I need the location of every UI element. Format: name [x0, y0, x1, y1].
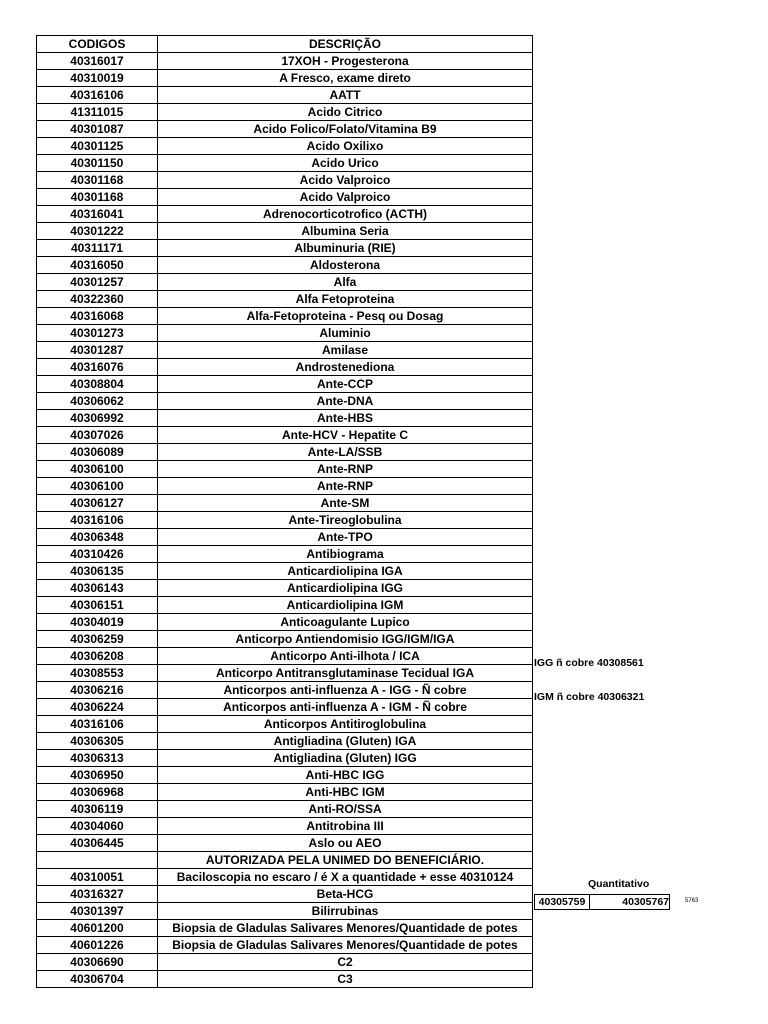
row-code: 40310051	[37, 869, 158, 886]
row-code: 40301273	[37, 325, 158, 342]
row-code: 40306305	[37, 733, 158, 750]
table-row	[37, 971, 533, 988]
table-row	[37, 410, 533, 427]
table-row	[37, 546, 533, 563]
row-description: Ante-HCV - Hepatite C	[158, 427, 533, 444]
table-row	[37, 767, 533, 784]
row-description: Ante-RNP	[158, 461, 533, 478]
table-row	[37, 121, 533, 138]
table-row	[37, 325, 533, 342]
table-row	[37, 563, 533, 580]
row-description: Acido Oxilixo	[158, 138, 533, 155]
row-code: 40306224	[37, 699, 158, 716]
table-row	[37, 648, 533, 665]
row-description: Anti-HBC IGM	[158, 784, 533, 801]
table-row	[37, 597, 533, 614]
row-description: Anticoagulante Lupico	[158, 614, 533, 631]
row-code: 40306151	[37, 597, 158, 614]
table-row	[37, 342, 533, 359]
table-header-row	[37, 36, 533, 53]
table-row	[37, 104, 533, 121]
row-description: Acido Folico/Folato/Vitamina B9	[158, 121, 533, 138]
row-code: 40306208	[37, 648, 158, 665]
row-description: Ante-LA/SSB	[158, 444, 533, 461]
row-code: 40306216	[37, 682, 158, 699]
row-code: 40311171	[37, 240, 158, 257]
table-row	[37, 478, 533, 495]
igg-note: IGG ñ cobre 40308561	[534, 657, 644, 669]
row-description: Ante-CCP	[158, 376, 533, 393]
row-description: Ante-DNA	[158, 393, 533, 410]
row-description: Acido Valproico	[158, 189, 533, 206]
row-description: Anticorpo Anti-ilhota / ICA	[158, 648, 533, 665]
row-code: 40316327	[37, 886, 158, 903]
row-description: Anti-HBC IGG	[158, 767, 533, 784]
row-code: 40306119	[37, 801, 158, 818]
row-code: 40306135	[37, 563, 158, 580]
row-code: 40304060	[37, 818, 158, 835]
row-description: Baciloscopia no escaro / é X a quantidade + esse 40310124	[158, 869, 533, 886]
row-description: Ante-RNP	[158, 478, 533, 495]
row-code: 40306259	[37, 631, 158, 648]
row-code: 40301397	[37, 903, 158, 920]
row-description: Antigliadina (Gluten) IGG	[158, 750, 533, 767]
table-row	[37, 937, 533, 954]
row-description: Albumina Seria	[158, 223, 533, 240]
table-row	[37, 240, 533, 257]
row-description: A Fresco, exame direto	[158, 70, 533, 87]
table-row	[37, 529, 533, 546]
row-code: 40310019	[37, 70, 158, 87]
table-row	[37, 580, 533, 597]
row-code: 40301257	[37, 274, 158, 291]
table-row	[37, 954, 533, 971]
row-code	[37, 852, 158, 869]
table-row	[37, 512, 533, 529]
table-row	[37, 886, 533, 903]
row-code: 41311015	[37, 104, 158, 121]
row-description: Acido Valproico	[158, 172, 533, 189]
row-description: Ante-HBS	[158, 410, 533, 427]
row-code: 40301150	[37, 155, 158, 172]
row-description: Ante-TPO	[158, 529, 533, 546]
row-description: Antitrobina III	[158, 818, 533, 835]
table-row	[37, 682, 533, 699]
table-row	[37, 359, 533, 376]
row-code: 40306100	[37, 478, 158, 495]
row-description: 17XOH - Progesterona	[158, 53, 533, 70]
row-code: 40306950	[37, 767, 158, 784]
row-code: 40308804	[37, 376, 158, 393]
bilirrubinas-code-1: 40305759	[534, 894, 590, 910]
row-description: Acido Urico	[158, 155, 533, 172]
table-row	[37, 733, 533, 750]
row-description: Anticorpos Antitiroglobulina	[158, 716, 533, 733]
table-row	[37, 784, 533, 801]
table-row	[37, 308, 533, 325]
row-code: 40306127	[37, 495, 158, 512]
row-description: C3	[158, 971, 533, 988]
table-row	[37, 155, 533, 172]
quantitativo-label: Quantitativo	[588, 878, 650, 890]
table-row	[37, 750, 533, 767]
table-row	[37, 614, 533, 631]
row-description: C2	[158, 954, 533, 971]
row-code: 40310426	[37, 546, 158, 563]
row-description: Anticardiolipina IGG	[158, 580, 533, 597]
table-row	[37, 461, 533, 478]
igm-note: IGM ñ cobre 40306321	[534, 691, 645, 703]
row-description: Ante-Tireoglobulina	[158, 512, 533, 529]
row-description: Anticardiolipina IGA	[158, 563, 533, 580]
row-description: Anticorpos anti-influenza A - IGG - Ñ cobre	[158, 682, 533, 699]
header-descricao: DESCRIÇÃO	[158, 36, 533, 53]
row-code: 40306348	[37, 529, 158, 546]
row-code: 40601200	[37, 920, 158, 937]
row-description: Alfa Fetoproteina	[158, 291, 533, 308]
row-code: 40306313	[37, 750, 158, 767]
table-row	[37, 172, 533, 189]
row-description: Biopsia de Gladulas Salivares Menores/Quantidade de potes	[158, 937, 533, 954]
row-code: 40306992	[37, 410, 158, 427]
row-description: Androstenediona	[158, 359, 533, 376]
row-code: 40301125	[37, 138, 158, 155]
table-row	[37, 903, 533, 920]
row-code: 40316106	[37, 716, 158, 733]
table-row	[37, 631, 533, 648]
row-description: AUTORIZADA PELA UNIMED DO BENEFICIÁRIO.	[158, 852, 533, 869]
row-code: 40316050	[37, 257, 158, 274]
row-code: 40322360	[37, 291, 158, 308]
row-description: Albuminuria (RIE)	[158, 240, 533, 257]
row-description: Anti-RO/SSA	[158, 801, 533, 818]
row-description: Aldosterona	[158, 257, 533, 274]
row-code: 40306690	[37, 954, 158, 971]
table-row	[37, 444, 533, 461]
exam-codes-table	[36, 35, 533, 988]
row-code: 40301168	[37, 172, 158, 189]
row-code: 40316106	[37, 87, 158, 104]
row-code: 40306062	[37, 393, 158, 410]
table-row	[37, 393, 533, 410]
row-description: Anticorpo Antiendomisio IGG/IGM/IGA	[158, 631, 533, 648]
row-code: 40316017	[37, 53, 158, 70]
row-description: Acido Citrico	[158, 104, 533, 121]
table-row	[37, 801, 533, 818]
row-code: 40306445	[37, 835, 158, 852]
table-row	[37, 257, 533, 274]
row-code: 40306089	[37, 444, 158, 461]
table-row	[37, 274, 533, 291]
row-description: Anticorpos anti-influenza A - IGM - Ñ cobre	[158, 699, 533, 716]
row-code: 40306704	[37, 971, 158, 988]
row-description: Anticardiolipina IGM	[158, 597, 533, 614]
table-row	[37, 427, 533, 444]
table-row	[37, 223, 533, 240]
row-code: 40301287	[37, 342, 158, 359]
row-code: 40316041	[37, 206, 158, 223]
row-description: Ante-SM	[158, 495, 533, 512]
row-code: 40307026	[37, 427, 158, 444]
row-code: 40304019	[37, 614, 158, 631]
table-row	[37, 852, 533, 869]
row-code: 40316106	[37, 512, 158, 529]
row-description: Aslo ou AEO	[158, 835, 533, 852]
table-row	[37, 138, 533, 155]
header-codigos: CODIGOS	[37, 36, 158, 53]
table-row	[37, 920, 533, 937]
row-description: Alfa	[158, 274, 533, 291]
small-number: 5763	[685, 898, 699, 904]
row-description: Amilase	[158, 342, 533, 359]
table-row	[37, 206, 533, 223]
row-code: 40306100	[37, 461, 158, 478]
row-description: Aluminio	[158, 325, 533, 342]
table-row	[37, 818, 533, 835]
row-description: Bilirrubinas	[158, 903, 533, 920]
row-code: 40301087	[37, 121, 158, 138]
table-row	[37, 495, 533, 512]
table-row	[37, 716, 533, 733]
table-row	[37, 291, 533, 308]
table-row	[37, 835, 533, 852]
row-code: 40301222	[37, 223, 158, 240]
row-description: Antibiograma	[158, 546, 533, 563]
table-row	[37, 376, 533, 393]
row-code: 40601226	[37, 937, 158, 954]
row-code: 40306143	[37, 580, 158, 597]
row-description: Alfa-Fetoproteina - Pesq ou Dosag	[158, 308, 533, 325]
bilirrubinas-code-2: 40305767	[589, 894, 670, 910]
row-description: Biopsia de Gladulas Salivares Menores/Quantidade de potes	[158, 920, 533, 937]
row-code: 40306968	[37, 784, 158, 801]
table-row	[37, 665, 533, 682]
row-code: 40308553	[37, 665, 158, 682]
table-row	[37, 70, 533, 87]
table-row	[37, 53, 533, 70]
table-row	[37, 189, 533, 206]
row-description: Anticorpo Antitransglutaminase Tecidual IGA	[158, 665, 533, 682]
row-description: Antigliadina (Gluten) IGA	[158, 733, 533, 750]
row-description: AATT	[158, 87, 533, 104]
row-code: 40301168	[37, 189, 158, 206]
row-description: Adrenocorticotrofico (ACTH)	[158, 206, 533, 223]
table-row	[37, 869, 533, 886]
table-row	[37, 699, 533, 716]
row-code: 40316068	[37, 308, 158, 325]
row-code: 40316076	[37, 359, 158, 376]
table-row	[37, 87, 533, 104]
row-description: Beta-HCG	[158, 886, 533, 903]
